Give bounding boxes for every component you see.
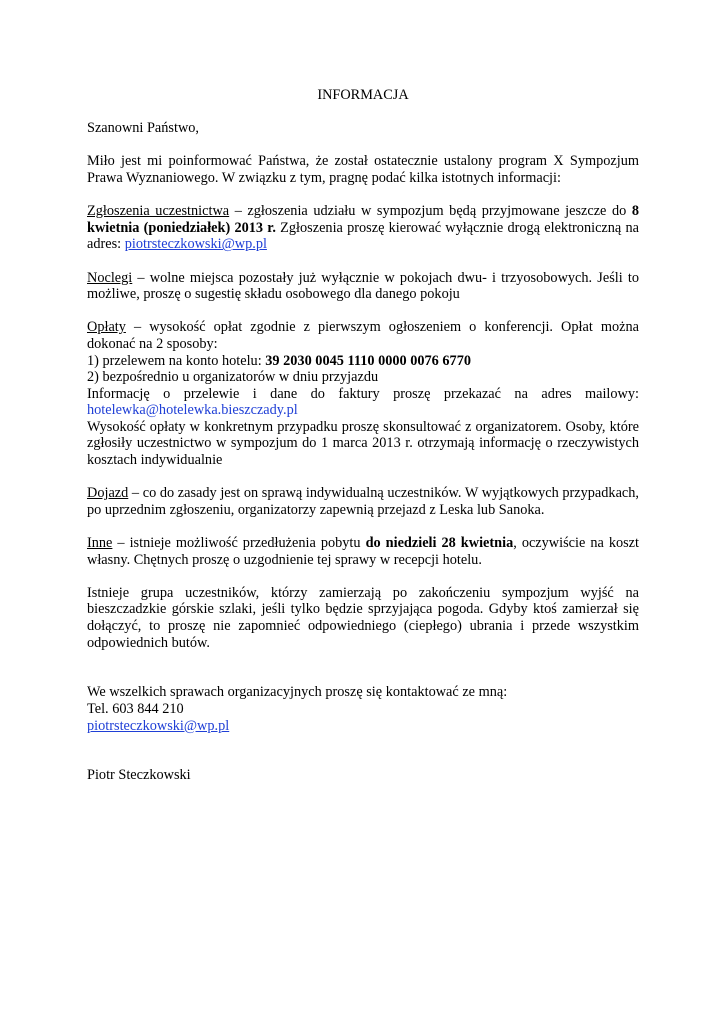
registration-text-after: Zgłoszenia proszę kierować wyłącznie drogą elektroniczną na adres:	[87, 219, 639, 253]
travel-text: – co do zasady jest on sprawą indywidualną uczestników. W wyjątkowych przypadkach, po uprzednim zgłoszeniu, organizatorzy zapewnią przejazd z Leska lub Sanoka.	[87, 485, 639, 518]
invoice-text: Informację o przelewie i dane do faktury proszę przekazać na adres mailowy:	[87, 385, 639, 402]
registration-text-before: – zgłoszenia udziału w sympozjum będą przyjmowane jeszcze do	[229, 203, 632, 220]
other-text-after: , oczywiście na koszt własny. Chętnych proszę o uzgodnienie tej sprawy w recepcji hotelu.	[87, 535, 640, 568]
contact-line: We wszelkich sprawach organizacyjnych proszę się kontaktować ze mną:	[87, 684, 508, 701]
accommodation-text: – wolne miejsca pozostały już wyłącznie w pokojach dwu- i trzyosobowych. Jeśli to możliwe, proszę o sugestię składu osobowego dla danego pokoju	[87, 269, 639, 303]
travel-paragraph	[87, 485, 639, 518]
hiking-paragraph: Istnieje grupa uczestników, którzy zamierzają po zakończeniu sympozjum wyjść na bieszczadzkie górskie szlaki, jeśli tylko będzie sprzyjająca pogoda. Gdyby ktoś zamierzał się dołączyć, to proszę nie zapomnieć odpowiedniego (ciepłego) ubrania i przede wszystkim odpowiednich butów.	[87, 584, 639, 651]
accommodation-paragraph	[87, 270, 639, 303]
individual-fees-paragraph: Wysokość opłaty w konkretnym przypadku proszę skonsultować z organizatorem. Osoby, które zgłosiły uczestnictwo w sympozjum do 1 marca 2013 r. otrzymają informację o rzeczywistych kosztach indywidualnie	[87, 418, 639, 469]
account-number: 39 2030 0045 1110 0000 0076 6770	[265, 352, 471, 369]
fees-heading: Opłaty	[87, 319, 126, 336]
contact-phone: Tel. 603 844 210	[87, 700, 184, 717]
travel-heading: Dojazd	[87, 485, 129, 502]
document-title: INFORMACJA	[317, 87, 409, 103]
other-paragraph	[87, 535, 639, 568]
accommodation-heading: Noclegi	[87, 269, 133, 286]
registration-paragraph	[87, 203, 639, 253]
registration-heading: Zgłoszenia uczestnictwa	[87, 203, 230, 220]
other-text-before: – istnieje możliwość przedłużenia pobytu	[112, 535, 366, 552]
greeting: Szanowni Państwo,	[87, 120, 199, 137]
invoice-paragraph	[87, 386, 639, 419]
fees-option-1-prefix: 1) przelewem na konto hotelu:	[87, 352, 266, 369]
intro-paragraph: Miło jest mi poinformować Państwa, że został ostatecznie ustalony program X Sympozjum Prawa Wyznaniowego. W związku z tym, pragnę podać kilka istotnych informacji:	[87, 153, 639, 186]
other-date: do niedzieli 28 kwietnia	[365, 535, 514, 552]
hotel-email-link[interactable]: hotelewka@hotelewka.bieszczady.pl	[87, 402, 298, 419]
fees-option-1	[87, 353, 639, 370]
fees-text: – wysokość opłat zgodnie z pierwszym ogłoszeniem o konferencji. Opłat można dokonać na 2 sposoby:	[87, 319, 639, 352]
fees-option-2: 2) bezpośrednio u organizatorów w dniu przyjazdu	[87, 369, 379, 386]
signature: Piotr Steczkowski	[87, 767, 191, 784]
document-page	[87, 87, 639, 784]
fees-section	[87, 319, 639, 468]
other-heading: Inne	[87, 535, 113, 552]
registration-deadline: 8 kwietnia (poniedziałek) 2013 r.	[87, 203, 639, 236]
registration-email-link[interactable]: piotrsteczkowski@wp.pl	[124, 236, 267, 253]
contact-section	[87, 684, 639, 734]
contact-email-link[interactable]: piotrsteczkowski@wp.pl	[87, 717, 230, 734]
fees-paragraph	[87, 319, 639, 352]
